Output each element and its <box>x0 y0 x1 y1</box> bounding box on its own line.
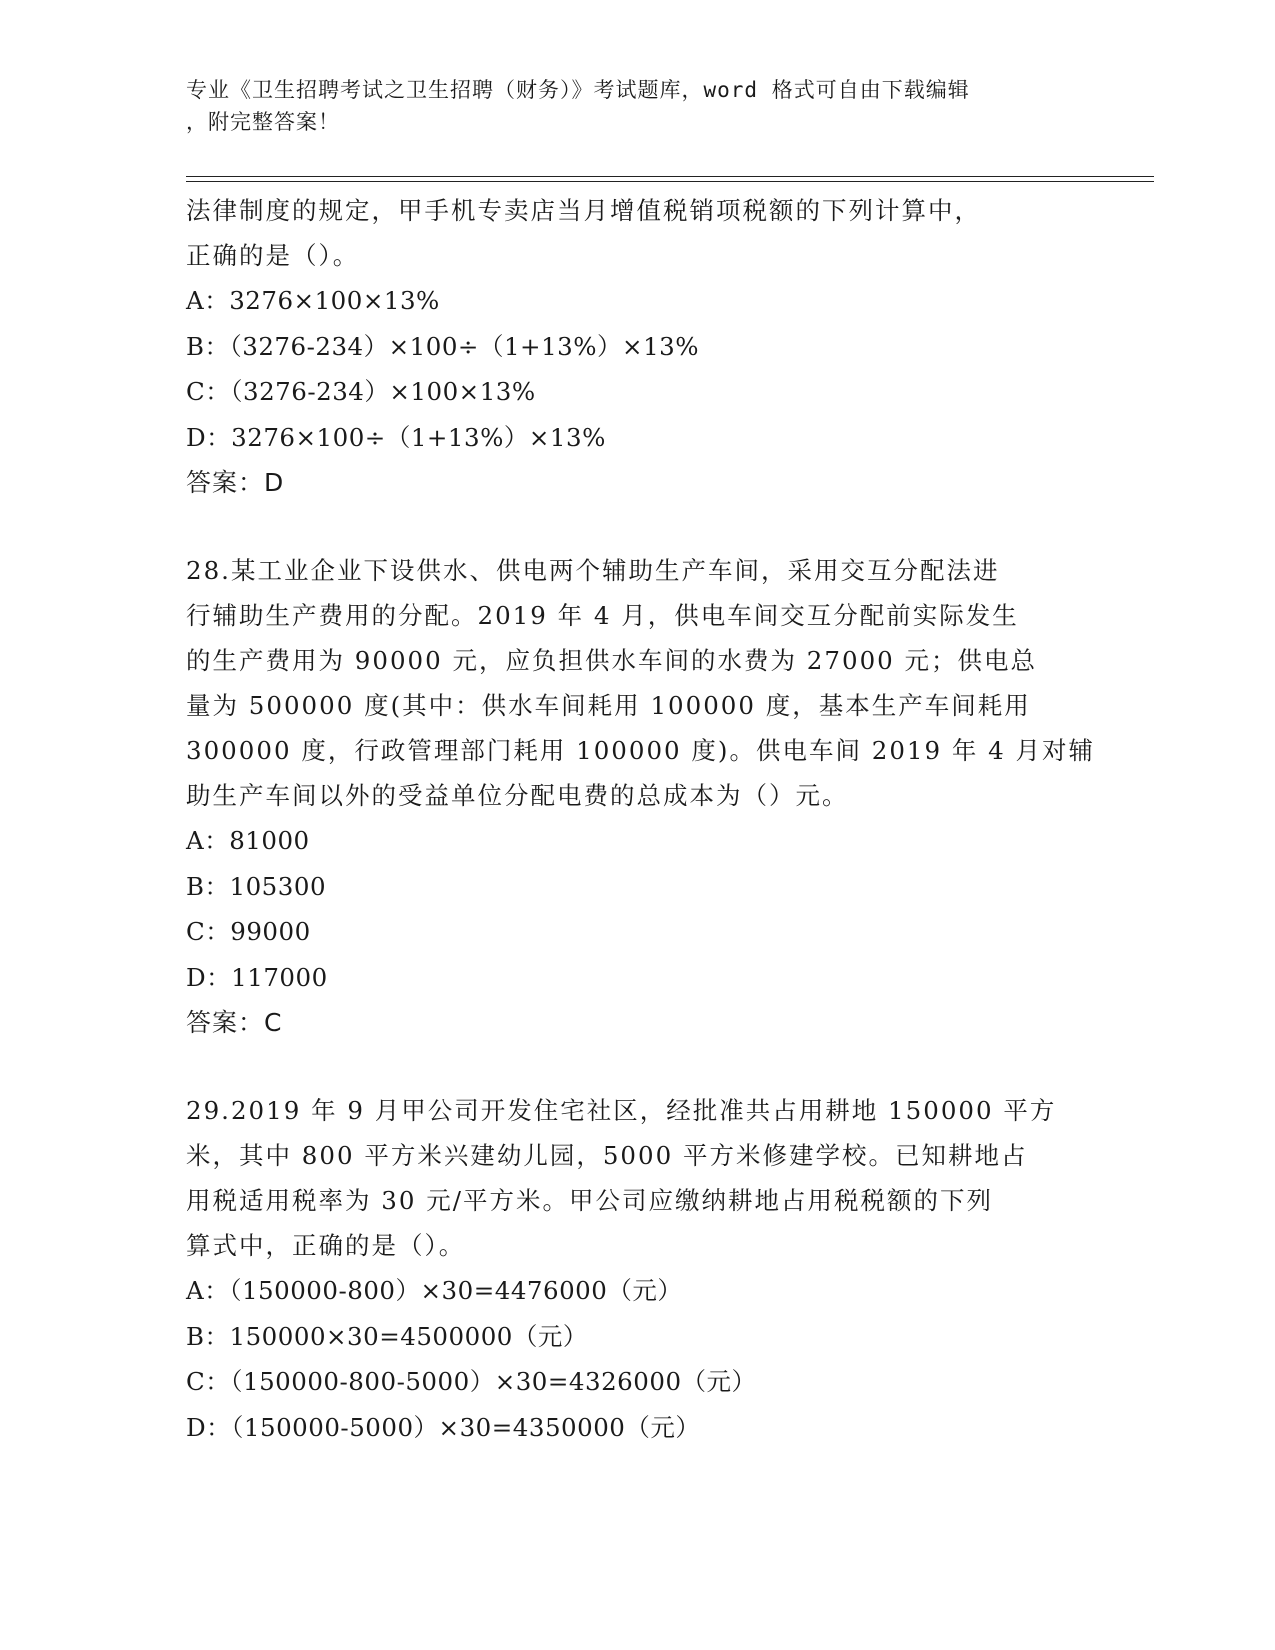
question-list <box>186 188 1096 1450</box>
question-stem-line: 300000 度，行政管理部门耗用 100000 度)。供电车间 2019 年 4 月对辅 <box>186 736 1096 765</box>
question-stem-line: 法律制度的规定，甲手机专卖店当月增值税销项税额的下列计算中， <box>186 196 981 225</box>
header-line-1: 专业《卫生招聘考试之卫生招聘（财务）》考试题库，word 格式可自由下载编辑 <box>186 78 970 102</box>
question-28 <box>186 548 1096 1045</box>
option-c: C：（3276-234）×100×13% <box>186 377 536 406</box>
question-stem-line: 行辅助生产费用的分配。2019 年 4 月，供电车间交互分配前实际发生 <box>186 601 1019 630</box>
question-stem-line: 量为 500000 度(其中：供水车间耗用 100000 度，基本生产车间耗用 <box>186 691 1031 720</box>
answer-label: 答案：D <box>186 468 285 497</box>
question-stem-line: 正确的是（）。 <box>186 241 360 270</box>
question-29 <box>186 1088 1086 1450</box>
question-stem-line: 28.某工业企业下设供水、供电两个辅助生产车间，采用交互分配法进 <box>186 556 1000 585</box>
question-stem-line: 米，其中 800 平方米兴建幼儿园，5000 平方米修建学校。已知耕地占 <box>186 1141 1028 1170</box>
question-stem-line: 29.2019 年 9 月甲公司开发住宅社区，经批准共占用耕地 150000 平方 <box>186 1096 1057 1125</box>
option-b: B：（3276-234）×100÷（1+13%）×13% <box>186 331 700 361</box>
option-d: D：3276×100÷（1+13%）×13% <box>186 422 606 452</box>
option-a: A：81000 <box>186 826 310 855</box>
option-a: A：3276×100×13% <box>186 286 440 315</box>
option-a: A：（150000-800）×30=4476000（元） <box>186 1276 683 1305</box>
page-header <box>186 74 1066 138</box>
question-stem-line: 算式中，正确的是（）。 <box>186 1231 466 1260</box>
question-stem-line: 用税适用税率为 30 元/平方米。甲公司应缴纳耕地占用税税额的下列 <box>186 1186 994 1215</box>
option-b: B：105300 <box>186 871 327 901</box>
header-line-2: ，附完整答案！ <box>186 110 340 134</box>
header-divider-top <box>186 176 1154 177</box>
option-d: D：（150000-5000）×30=4350000（元） <box>186 1412 701 1442</box>
question-27 <box>186 188 1086 505</box>
answer-label: 答案：C <box>186 1008 283 1037</box>
question-stem-line: 的生产费用为 90000 元，应负担供水车间的水费为 27000 元；供电总 <box>186 646 1038 675</box>
option-c: C：99000 <box>186 917 311 946</box>
option-c: C：（150000-800-5000）×30=4326000（元） <box>186 1367 757 1396</box>
header-divider-bottom <box>186 181 1154 182</box>
question-stem-line: 助生产车间以外的受益单位分配电费的总成本为（）元。 <box>186 781 849 810</box>
option-b: B：150000×30=4500000（元） <box>186 1321 588 1351</box>
option-d: D：117000 <box>186 962 328 992</box>
